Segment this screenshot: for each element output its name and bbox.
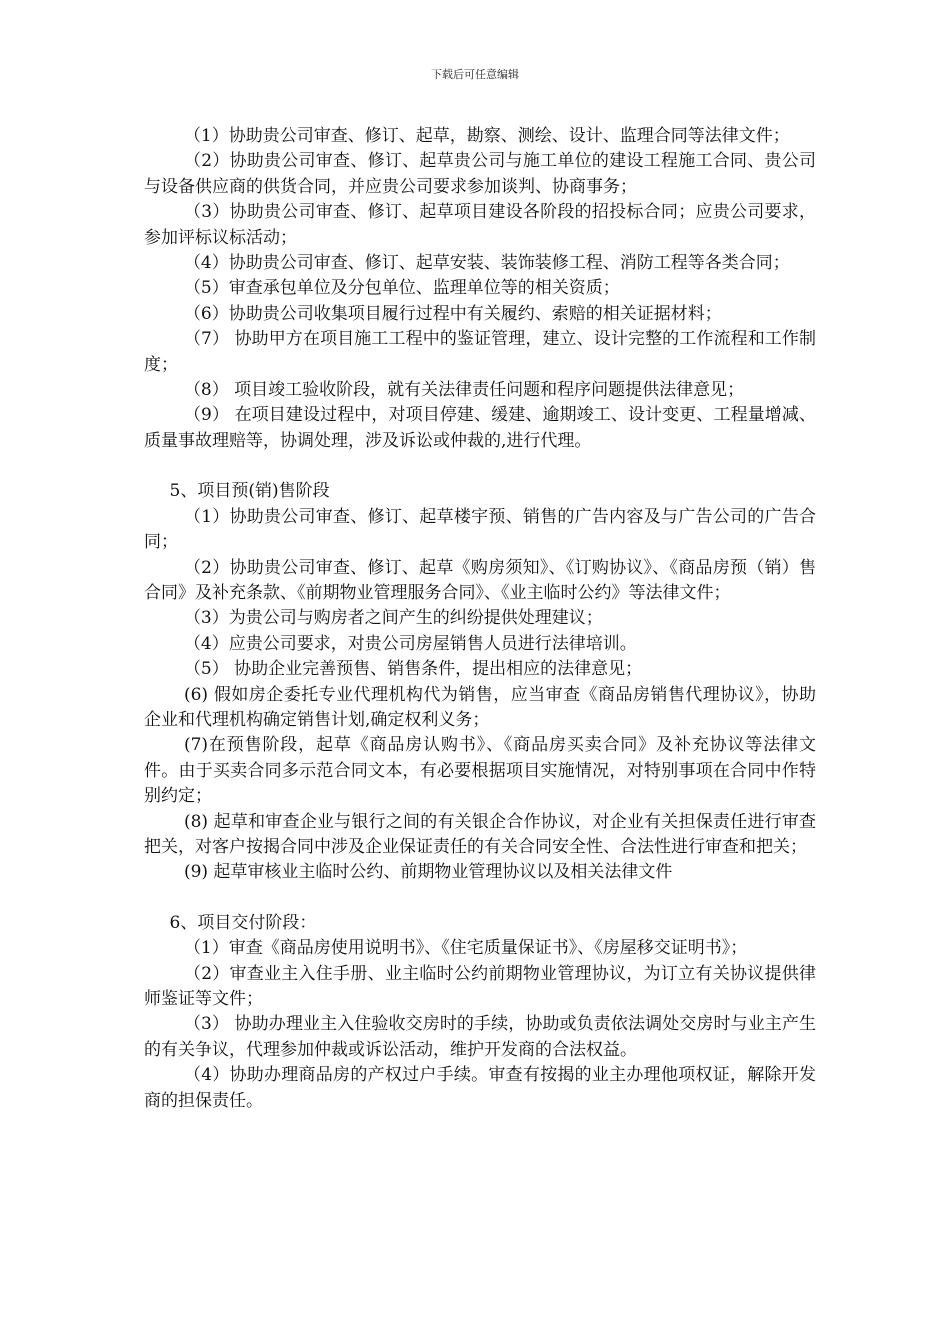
section-gap bbox=[144, 454, 816, 479]
list-item: （6）协助贵公司收集项目履行过程中有关履约、索赔的相关证据材料； bbox=[183, 303, 722, 324]
list-item: （7） 协助甲方在项目施工工程中的鉴证管理，建立、设计完整的工作流程和工作制度； bbox=[144, 329, 816, 375]
section-gap bbox=[144, 886, 816, 911]
list-item: （2）审查业主入住手册、业主临时公约前期物业管理协议，为订立有关协议提供律师鉴证等文件； bbox=[144, 963, 816, 1009]
section-title: 6、项目交付阶段： bbox=[169, 912, 317, 933]
list-item: （4）应贵公司要求，对贵公司房屋销售人员进行法律培训。 bbox=[183, 633, 637, 654]
list-item: （3） 协助办理业主入住验收交房时的手续，协助或负责依法调处交房时与业主产生的有关争议，代理参加仲裁或诉讼活动，维护开发商的合法权益。 bbox=[144, 1014, 816, 1060]
list-item: （9） 在项目建设过程中，对项目停建、缓建、逾期竣工、设计变更、工程量增减、质量事故理赔等，协调处理，涉及诉讼或仲裁的,进行代理。 bbox=[144, 405, 816, 451]
section-title: 5、项目预(销)售阶段 bbox=[169, 481, 330, 502]
list-item: （1）协助贵公司审查、修订、起草楼宇预、销售的广告内容及与广告公司的广告合同； bbox=[144, 506, 816, 553]
list-item: （8） 项目竣工验收阶段，就有关法律责任问题和程序问题提供法律意见； bbox=[183, 380, 745, 401]
list-item: （3）为贵公司与购房者之间产生的纠纷提供处理建议； bbox=[183, 608, 603, 629]
list-item: (8) 起草和审查企业与银行之间的有关银企合作协议，对企业有关担保责任进行审查把关，对客户按揭合同中涉及企业保证责任的有关合同安全性、合法性进行审查和把关； bbox=[144, 811, 816, 857]
document-body bbox=[144, 124, 816, 1114]
list-item: （1）协助贵公司审查、修订、起草，勘察、测绘、设计、监理合同等法律文件； bbox=[183, 126, 790, 146]
page-header: 下载后可任意编辑 bbox=[431, 68, 519, 81]
list-item: （5） 协助企业完善预售、销售条件，提出相应的法律意见； bbox=[183, 659, 643, 680]
list-item: （4）协助贵公司审查、修订、起草安装、装饰装修工程、消防工程等各类合同； bbox=[183, 253, 790, 274]
list-item: （4）协助办理商品房的产权过户手续。审查有按揭的业主办理他项权证，解除开发商的担保责任。 bbox=[144, 1065, 816, 1111]
list-item: （5）审查承包单位及分包单位、监理单位等的相关资质； bbox=[183, 278, 620, 299]
list-item: （1）审查《商品房使用说明书》、《住宅质量保证书》、《房屋移交证明书》； bbox=[183, 938, 748, 959]
list-item: (9) 起草审核业主临时公约、前期物业管理协议以及相关法律文件 bbox=[183, 862, 673, 883]
list-item: (7)在预售阶段，起草《商品房认购书》、《商品房买卖合同》及补充协议等法律文件。由于买卖合同多示范合同文本，有必要根据项目实施情况，对特别事项在合同中作特别约定； bbox=[144, 735, 816, 807]
list-item: （2）协助贵公司审查、修订、起草贵公司与施工单位的建设工程施工合同、贵公司与设备供应商的供货合同，并应贵公司要求参加谈判、协商事务； bbox=[144, 151, 816, 197]
list-item: （2）协助贵公司审查、修订、起草《购房须知》、《订购协议》、《商品房预（销）售合同》及补充条款、《前期物业管理服务合同》、《业主临时公约》等法律文件； bbox=[144, 557, 816, 603]
list-item: (6) 假如房企委托专业代理机构代为销售，应当审查《商品房销售代理协议》，协助企业和代理机构确定销售计划,确定权利义务； bbox=[144, 684, 816, 730]
list-item: （3）协助贵公司审查、修订、起草项目建设各阶段的招投标合同；应贵公司要求，参加评标议标活动； bbox=[144, 202, 816, 248]
